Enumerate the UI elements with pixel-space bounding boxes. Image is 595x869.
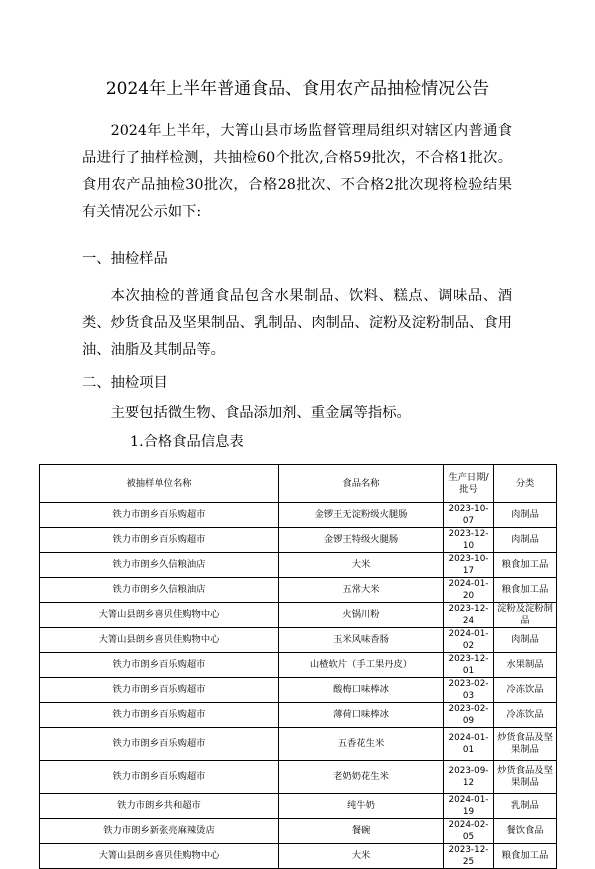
table-row — [40, 653, 557, 678]
cell-category: 肉制品 — [494, 528, 557, 553]
cell-category: 粮食加工品 — [494, 578, 557, 603]
cell-category: 炒货食品及坚果制品 — [494, 761, 557, 794]
cell-food: 山楂软片（手工果丹皮） — [279, 653, 444, 678]
cell-date: 2023-12-10 — [444, 528, 494, 553]
cell-date: 2024-02-05 — [444, 819, 494, 844]
table-row — [40, 728, 557, 761]
cell-food: 火锅川粉 — [279, 603, 444, 628]
cell-unit: 铁力市朗乡共和超市 — [40, 794, 279, 819]
cell-unit: 铁力市朗乡百乐购超市 — [40, 728, 279, 761]
table-title: 1.合格食品信息表 — [130, 434, 244, 450]
samples-paragraph: 本次抽检的普通食品包含水果制品、饮料、糕点、调味品、酒类、炒货食品及坚果制品、乳制品、肉制品、淀粉及淀粉制品、食用油、油脂及其制品等。 — [82, 288, 512, 358]
cell-food: 大米 — [279, 553, 444, 578]
cell-date: 2024-01-02 — [444, 628, 494, 653]
section-heading-samples: 一、抽检样品 — [82, 251, 168, 267]
table-row — [40, 761, 557, 794]
cell-unit: 铁力市朗乡百乐购超市 — [40, 528, 279, 553]
cell-food: 酸梅口味棒冰 — [279, 678, 444, 703]
cell-food: 五香花生米 — [279, 728, 444, 761]
cell-category: 肉制品 — [494, 503, 557, 528]
page-title: 2024年上半年普通食品、食用农产品抽检情况公告 — [105, 79, 490, 99]
cell-unit: 铁力市朗乡百乐购超市 — [40, 761, 279, 794]
cell-unit: 大箐山县朗乡喜贝佳购物中心 — [40, 844, 279, 869]
cell-food: 金锣王无淀粉级火腿肠 — [279, 503, 444, 528]
table-row — [40, 603, 557, 628]
table-row — [40, 844, 557, 869]
intro-paragraph: 2024年上半年，大箐山县市场监督管理局组织对辖区内普通食品进行了抽样检测，共抽检60个批次,合格59批次，不合格1批次。食用农产品抽检30批次，合格28批次、不合格2批次现将检验结果有关情况公示如下: — [82, 123, 512, 220]
table-row — [40, 678, 557, 703]
cell-food: 大米 — [279, 844, 444, 869]
table-row — [40, 553, 557, 578]
cell-date: 2023-12-25 — [444, 844, 494, 869]
cell-unit: 大箐山县朗乡喜贝佳购物中心 — [40, 603, 279, 628]
cell-date: 2023-12-01 — [444, 653, 494, 678]
cell-date: 2023-10-07 — [444, 503, 494, 528]
cell-category: 炒货食品及坚果制品 — [494, 728, 557, 761]
header-unit: 被抽样单位名称 — [40, 465, 279, 503]
cell-date: 2023-09-12 — [444, 761, 494, 794]
cell-category: 餐饮食品 — [494, 819, 557, 844]
cell-food: 玉米风味香肠 — [279, 628, 444, 653]
cell-date: 2024-01-20 — [444, 578, 494, 603]
cell-food: 薄荷口味棒冰 — [279, 703, 444, 728]
section-heading-items: 二、抽检项目 — [82, 375, 168, 391]
cell-category: 水果制品 — [494, 653, 557, 678]
cell-date: 2023-12-24 — [444, 603, 494, 628]
header-food: 食品名称 — [279, 465, 444, 503]
cell-category: 冷冻饮品 — [494, 678, 557, 703]
cell-category: 粮食加工品 — [494, 553, 557, 578]
cell-category: 粮食加工品 — [494, 844, 557, 869]
cell-food: 老奶奶花生米 — [279, 761, 444, 794]
cell-category: 冷冻饮品 — [494, 703, 557, 728]
cell-unit: 铁力市朗乡久信粮油店 — [40, 578, 279, 603]
cell-category: 淀粉及淀粉制品 — [494, 603, 557, 628]
cell-unit: 大箐山县朗乡喜贝佳购物中心 — [40, 628, 279, 653]
header-date: 生产日期/批号 — [444, 465, 494, 503]
cell-food: 纯牛奶 — [279, 794, 444, 819]
cell-category: 肉制品 — [494, 628, 557, 653]
cell-unit: 铁力市朗乡百乐购超市 — [40, 703, 279, 728]
table-row — [40, 503, 557, 528]
table-row — [40, 819, 557, 844]
table-row — [40, 794, 557, 819]
cell-category: 乳制品 — [494, 794, 557, 819]
cell-food: 五常大米 — [279, 578, 444, 603]
cell-unit: 铁力市朗乡百乐购超市 — [40, 653, 279, 678]
cell-date: 2023-10-17 — [444, 553, 494, 578]
cell-unit: 铁力市朗乡百乐购超市 — [40, 678, 279, 703]
cell-date: 2023-02-09 — [444, 703, 494, 728]
table-row — [40, 578, 557, 603]
cell-unit: 铁力市朗乡久信粮油店 — [40, 553, 279, 578]
cell-food: 餐碗 — [279, 819, 444, 844]
cell-unit: 铁力市朗乡新张亮麻辣烫店 — [40, 819, 279, 844]
cell-unit: 铁力市朗乡百乐购超市 — [40, 503, 279, 528]
table-row — [40, 528, 557, 553]
cell-date: 2023-02-03 — [444, 678, 494, 703]
table-row — [40, 703, 557, 728]
cell-date: 2024-01-01 — [444, 728, 494, 761]
table-row — [40, 628, 557, 653]
header-category: 分类 — [494, 465, 557, 503]
items-paragraph: 主要包括微生物、食品添加剂、重金属等指标。 — [110, 405, 411, 421]
cell-date: 2024-01-19 — [444, 794, 494, 819]
table-header-row — [40, 465, 557, 503]
cell-food: 金锣王特级火腿肠 — [279, 528, 444, 553]
qualified-food-table — [39, 464, 557, 869]
